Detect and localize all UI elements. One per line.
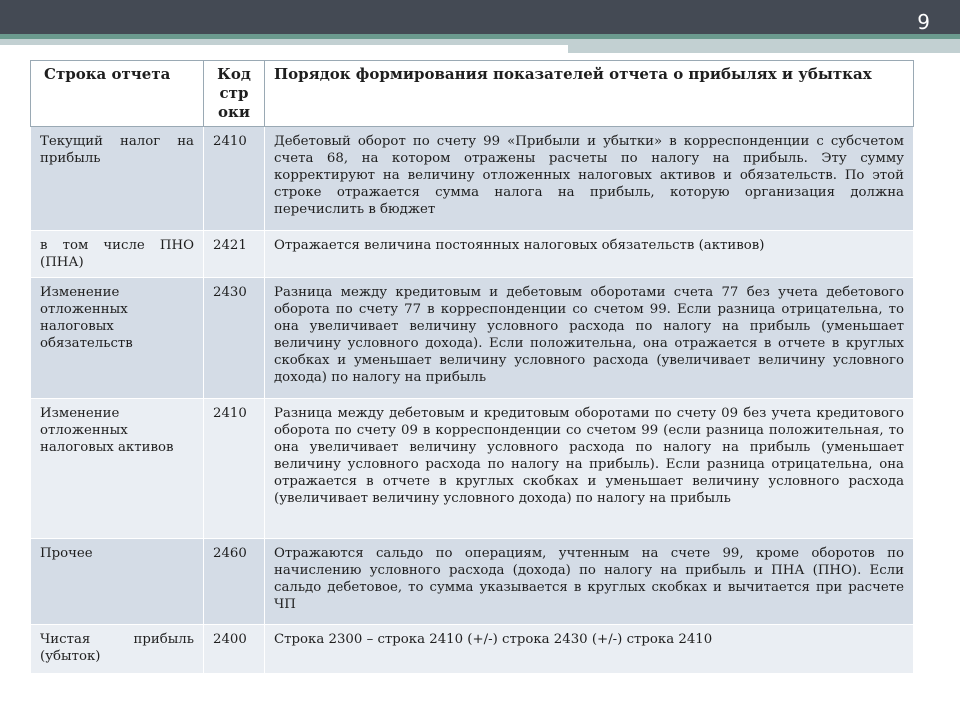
title-bar (0, 0, 960, 34)
row-name: Изменение отложенных налоговых обязательств (31, 278, 204, 399)
row-code: 2460 (204, 539, 265, 625)
table-row (31, 399, 914, 539)
row-name: Прочее (31, 539, 204, 625)
row-code: 2421 (204, 231, 265, 278)
row-name: Текущий налог на прибыль (31, 127, 204, 231)
row-description: Дебетовый оборот по счету 99 «Прибыли и убытки» в корреспонденции с субсчетом счета 68, на котором отражены расчеты по налогу на прибыль. Эту сумму корректируют на величину отложенных налоговых активов и обязательств. По этой строке отражается сумма налога на прибыль, которую организация должна перечислить в бюджет (265, 127, 914, 231)
accent-stripe-right (568, 45, 960, 53)
table-row (31, 278, 914, 399)
table-row (31, 625, 914, 674)
row-code: 2410 (204, 399, 265, 539)
row-code: 2410 (204, 127, 265, 231)
row-description: Разница между кредитовым и дебетовым оборотами счета 77 без учета дебетового оборота по счету 77 в корреспонденции со счетом 99. Если разница отрицательна, то она увеличивает величину условного расхода по налогу на прибыль (уменьшает величину условного дохода). Если положительна, она отражается в отчете в круглых скобках и уменьшает величину условного расхода (увеличивает величину условного дохода) по налогу на прибыль (265, 278, 914, 399)
table-row (31, 127, 914, 231)
table-row (31, 539, 914, 625)
row-description: Отражаются сальдо по операциям, учтенным на счете 99, кроме оборотов по начислению условного расхода (дохода) по налогу на прибыль и ПНА (ПНО). Если сальдо дебетовое, то сумма указывается в круглых скобках и вычитается при расчете ЧП (265, 539, 914, 625)
report-table (30, 60, 914, 674)
row-description: Отражается величина постоянных налоговых обязательств (активов) (265, 231, 914, 278)
row-name: Чистая прибыль (убыток) (31, 625, 204, 674)
slide-number: 9 (917, 10, 930, 34)
header-line-code: Код стр оки (204, 61, 265, 127)
row-code: 2400 (204, 625, 265, 674)
header-report-line: Строка отчета (31, 61, 204, 127)
row-name: в том числе ПНО (ПНА) (31, 231, 204, 278)
table-header-row (31, 61, 914, 127)
row-code: 2430 (204, 278, 265, 399)
table-row (31, 231, 914, 278)
row-name: Изменение отложенных налоговых активов (31, 399, 204, 539)
header-formation-order: Порядок формирования показателей отчета о прибылях и убытках (265, 61, 914, 127)
row-description: Строка 2300 – строка 2410 (+/-) строка 2430 (+/-) строка 2410 (265, 625, 914, 674)
row-description: Разница между дебетовым и кредитовым оборотами по счету 09 без учета кредитового оборота по счету 09 в корреспонденции со счетом 99 (если разница положительная, то она увеличивает величину условного расхода по налогу на прибыль (уменьшает величину условного расхода по налогу на прибыль). Если разница отрицательна, она отражается в отчете в круглых скобках и уменьшает величину условного расхода (увеличивает величину условного дохода) по налогу на прибыль (265, 399, 914, 539)
